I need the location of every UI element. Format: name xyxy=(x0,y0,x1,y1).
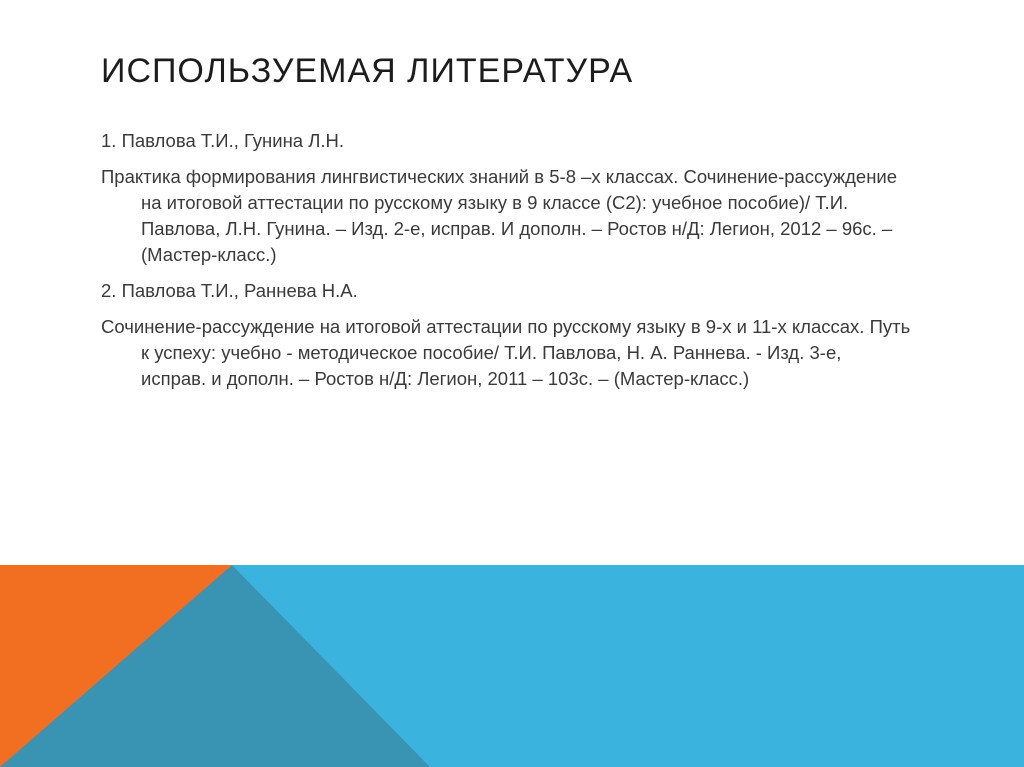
bibliography-entry-2-title: Сочинение-рассуждение на итоговой аттестации по русскому языку в 9-х и 11-х классах. Путь к успеху: учебно - методическое пособие/ Т.И. Павлова, Н. А. Раннева. - Изд. 3-е, исправ. и дополн. – Ростов н/Д: Легион, 2011 – 103с. – (Мастер-класс.) xyxy=(101,316,911,389)
bibliography-list xyxy=(101,128,911,402)
bibliography-entry-1-title: Практика формирования лингвистических знаний в 5-8 –х классах. Сочинение-рассуждение на итоговой аттестации по русскому языку в 9 классе (С2): учебное пособие)/ Т.И. Павлова, Л.Н. Гунина. – Изд. 2-е, исправ. И дополн. – Ростов н/Д: Легион, 2012 – 96с. – (Мастер-класс.) xyxy=(101,166,898,265)
slide-title: ИСПОЛЬЗУЕМАЯ ЛИТЕРАТУРА xyxy=(101,52,634,90)
bibliography-entry-1-authors: 1. Павлова Т.И., Гунина Л.Н. xyxy=(101,130,345,151)
bibliography-entry-2-authors: 2. Павлова Т.И., Раннева Н.А. xyxy=(101,280,358,301)
decorative-footer-band xyxy=(0,565,1024,767)
